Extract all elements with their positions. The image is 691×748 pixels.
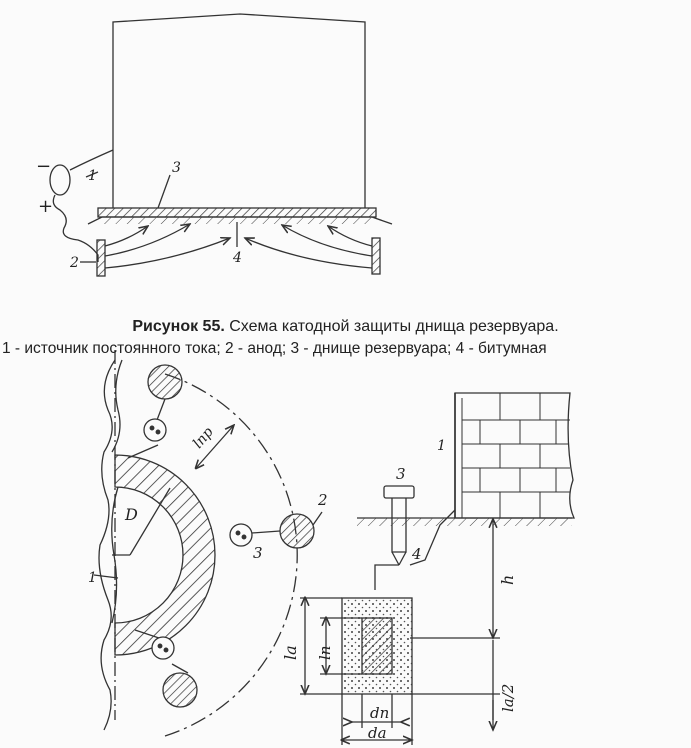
section-label-la2: la/2	[499, 683, 517, 712]
top-label-1: 1	[88, 168, 97, 184]
top-label-3: 3	[172, 160, 181, 176]
figure-caption-title	[0, 318, 691, 336]
section-label-da: da	[368, 724, 387, 742]
plan-contact-top	[144, 419, 166, 441]
terminal-head	[384, 486, 414, 498]
plan-label-lnp: lпр	[190, 424, 217, 452]
label-plus: +	[38, 196, 54, 217]
current-source	[50, 165, 70, 195]
figure-caption-legend: 1 - источник постоянного тока; 2 - анод; 3 - днище резервуара; 4 - битумная	[2, 340, 547, 357]
tank-elevation-figure	[50, 14, 392, 276]
plan-view-figure	[94, 350, 322, 736]
section-label-dn: dп	[370, 704, 390, 722]
top-label-2: 2	[70, 255, 79, 271]
section-label-ln: lп	[316, 645, 334, 660]
plan-contact-right	[230, 524, 252, 546]
plan-label-2: 2	[318, 491, 328, 509]
plan-anode-right	[280, 514, 314, 548]
caption-prefix: Рисунок 55.	[132, 318, 225, 335]
plan-label-3: 3	[253, 544, 263, 562]
top-label-4: 4	[233, 250, 242, 266]
section-label-la: la	[281, 645, 300, 660]
section-label-4: 4	[412, 545, 422, 563]
anode-left	[97, 240, 105, 276]
anode-core	[362, 618, 392, 674]
label-minus: −	[36, 156, 52, 177]
anode-right	[372, 238, 380, 274]
plan-anode-top	[148, 365, 182, 399]
section-label-3: 3	[396, 465, 406, 483]
caption-title: Схема катодной защиты днища резервуара.	[229, 318, 559, 335]
plan-anode-bottom	[163, 673, 197, 707]
plan-label-D: D	[125, 505, 138, 524]
tank-bottom	[98, 208, 376, 217]
section-label-h: h	[498, 574, 517, 585]
section-label-1: 1	[437, 438, 446, 454]
plan-label-1: 1	[88, 570, 97, 586]
plan-contact-bottom	[152, 637, 174, 659]
tank-shell	[113, 14, 365, 208]
